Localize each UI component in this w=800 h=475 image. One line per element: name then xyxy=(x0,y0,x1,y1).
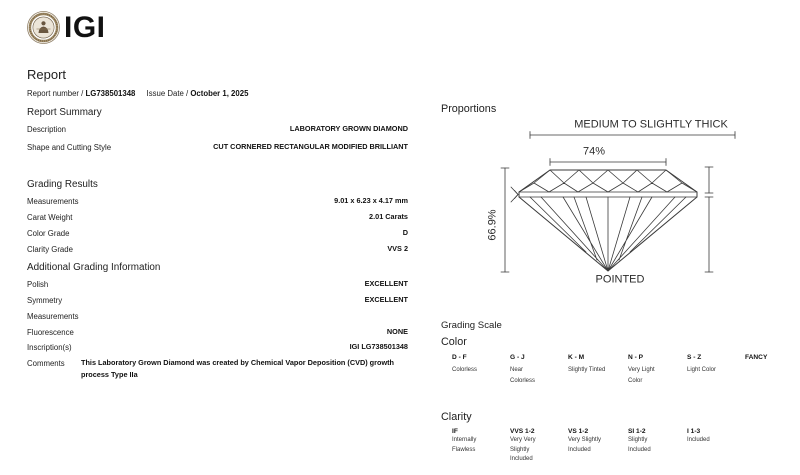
issue-date-label: Issue Date / xyxy=(146,89,189,98)
section-heading-additional: Additional Grading Information xyxy=(27,262,161,273)
color-grade-n-p: N - P xyxy=(628,354,644,361)
desc-line: Included xyxy=(510,456,533,463)
igi-seal-icon xyxy=(27,11,60,44)
color-scale-heading: Color xyxy=(441,336,467,348)
row-label: Shape and Cutting Style xyxy=(27,143,112,152)
color-grade-g-j-desc xyxy=(510,365,535,387)
grading-scale-heading: Grading Scale xyxy=(441,320,502,331)
grading-row-clarity-grade xyxy=(27,244,408,256)
color-grade-n-p-desc xyxy=(628,365,655,387)
row-value: IGI LG738501348 xyxy=(349,341,408,351)
proportions-diagram xyxy=(480,110,750,280)
summary-row-shape xyxy=(27,142,408,154)
desc-line: Light Color xyxy=(687,366,717,373)
desc-line: Colorless xyxy=(510,377,536,384)
proportions-heading: Proportions xyxy=(441,103,497,115)
color-grade-k-m-desc xyxy=(568,365,605,376)
clarity-grade-if-desc xyxy=(452,436,476,455)
row-label: Measurements xyxy=(27,312,79,321)
color-grade-s-z-desc xyxy=(687,365,716,376)
girdle-bracket-line xyxy=(530,132,735,139)
report-number: LG738501348 xyxy=(85,89,136,98)
total-depth-line xyxy=(501,168,509,272)
desc-line: Flawless xyxy=(452,446,476,453)
girdle-label: MEDIUM TO SLIGHTLY THICK xyxy=(574,118,728,131)
crown-pavilion-depth-line xyxy=(705,167,713,272)
color-grade-fancy: FANCY xyxy=(745,354,768,361)
issue-date: October 1, 2025 xyxy=(190,89,249,98)
grading-row-measurements xyxy=(27,196,408,208)
clarity-grade-vs: VS 1-2 xyxy=(568,428,589,435)
desc-line: Slightly xyxy=(628,437,648,444)
grading-row-carat-weight xyxy=(27,212,408,224)
row-label: Symmetry xyxy=(27,296,63,305)
desc-line: Slightly Tinted xyxy=(568,366,606,373)
color-grade-s-z: S - Z xyxy=(687,354,702,361)
additional-row-inscription xyxy=(27,342,408,354)
clarity-grade-si: SI 1-2 xyxy=(628,428,646,435)
report-meta xyxy=(27,89,248,99)
report-title: Report xyxy=(27,67,67,82)
additional-row-polish xyxy=(27,279,408,291)
desc-line: Included xyxy=(687,437,710,444)
row-value: VVS 2 xyxy=(387,243,408,253)
desc-line: Very Slightly xyxy=(568,437,602,444)
desc-line: Very Light xyxy=(628,366,655,373)
row-label: Measurements xyxy=(27,197,79,206)
girdle-lines xyxy=(519,192,697,197)
desc-line: Internally xyxy=(452,437,477,444)
row-label: Comments xyxy=(27,359,65,368)
pavilion-facets xyxy=(530,197,686,271)
culet-label: POINTED xyxy=(595,273,645,286)
row-label: Inscription(s) xyxy=(27,343,72,352)
clarity-grade-vvs-desc xyxy=(510,436,536,465)
additional-row-measurements xyxy=(27,311,408,323)
crown-facets xyxy=(519,170,697,192)
desc-line: Included xyxy=(628,446,651,453)
row-label: Fluorescence xyxy=(27,328,74,337)
desc-line: Color xyxy=(628,377,643,384)
comments-text: This Laboratory Grown Diamond was created by Chemical Vapor Deposition (CVD) growth process Type IIa xyxy=(81,358,395,379)
desc-line: Very Very xyxy=(510,437,536,444)
row-value: EXCELLENT xyxy=(364,294,408,304)
clarity-grade-i-desc xyxy=(687,436,710,446)
section-heading-grading-results: Grading Results xyxy=(27,179,98,190)
row-value: 9.01 x 6.23 x 4.17 mm xyxy=(334,195,408,205)
row-value: LABORATORY GROWN DIAMOND xyxy=(289,123,408,133)
row-label: Carat Weight xyxy=(27,213,73,222)
table-bracket-line xyxy=(550,159,666,166)
desc-line: Colorless xyxy=(452,366,478,373)
row-value: 2.01 Carats xyxy=(369,211,408,221)
color-grade-k-m: K - M xyxy=(568,354,585,361)
report-number-label: Report number / xyxy=(27,89,84,98)
clarity-grade-i: I 1-3 xyxy=(687,428,701,435)
section-heading-report-summary: Report Summary xyxy=(27,107,102,118)
row-label: Color Grade xyxy=(27,229,70,238)
clarity-scale-heading: Clarity xyxy=(441,411,472,423)
clarity-grade-si-desc xyxy=(628,436,651,455)
color-grade-g-j: G - J xyxy=(510,354,525,361)
row-label: Polish xyxy=(27,280,49,289)
logo-text: IGI xyxy=(64,11,106,44)
row-value: D xyxy=(402,227,408,237)
row-label: Clarity Grade xyxy=(27,245,73,254)
summary-row-description xyxy=(27,124,408,136)
additional-row-fluorescence xyxy=(27,327,408,339)
grading-row-color-grade xyxy=(27,228,408,240)
row-label: Description xyxy=(27,125,66,134)
desc-line: Included xyxy=(568,446,591,453)
depth-percent: 66.9% xyxy=(486,209,499,241)
girdle-pointer-icon xyxy=(511,187,518,202)
clarity-grade-vvs: VVS 1-2 xyxy=(510,428,535,435)
desc-line: Near xyxy=(510,366,524,373)
color-grade-d-f: D - F xyxy=(452,354,467,361)
additional-row-symmetry xyxy=(27,295,408,307)
row-value: NONE xyxy=(386,326,408,336)
row-value: EXCELLENT xyxy=(364,278,408,288)
clarity-grade-if: IF xyxy=(452,428,458,435)
desc-line: Slightly xyxy=(510,446,530,453)
color-grade-d-f-desc xyxy=(452,365,477,376)
table-percent: 74% xyxy=(582,145,606,158)
clarity-grade-vs-desc xyxy=(568,436,601,455)
row-value: CUT CORNERED RECTANGULAR MODIFIED BRILLIANT xyxy=(213,141,408,151)
